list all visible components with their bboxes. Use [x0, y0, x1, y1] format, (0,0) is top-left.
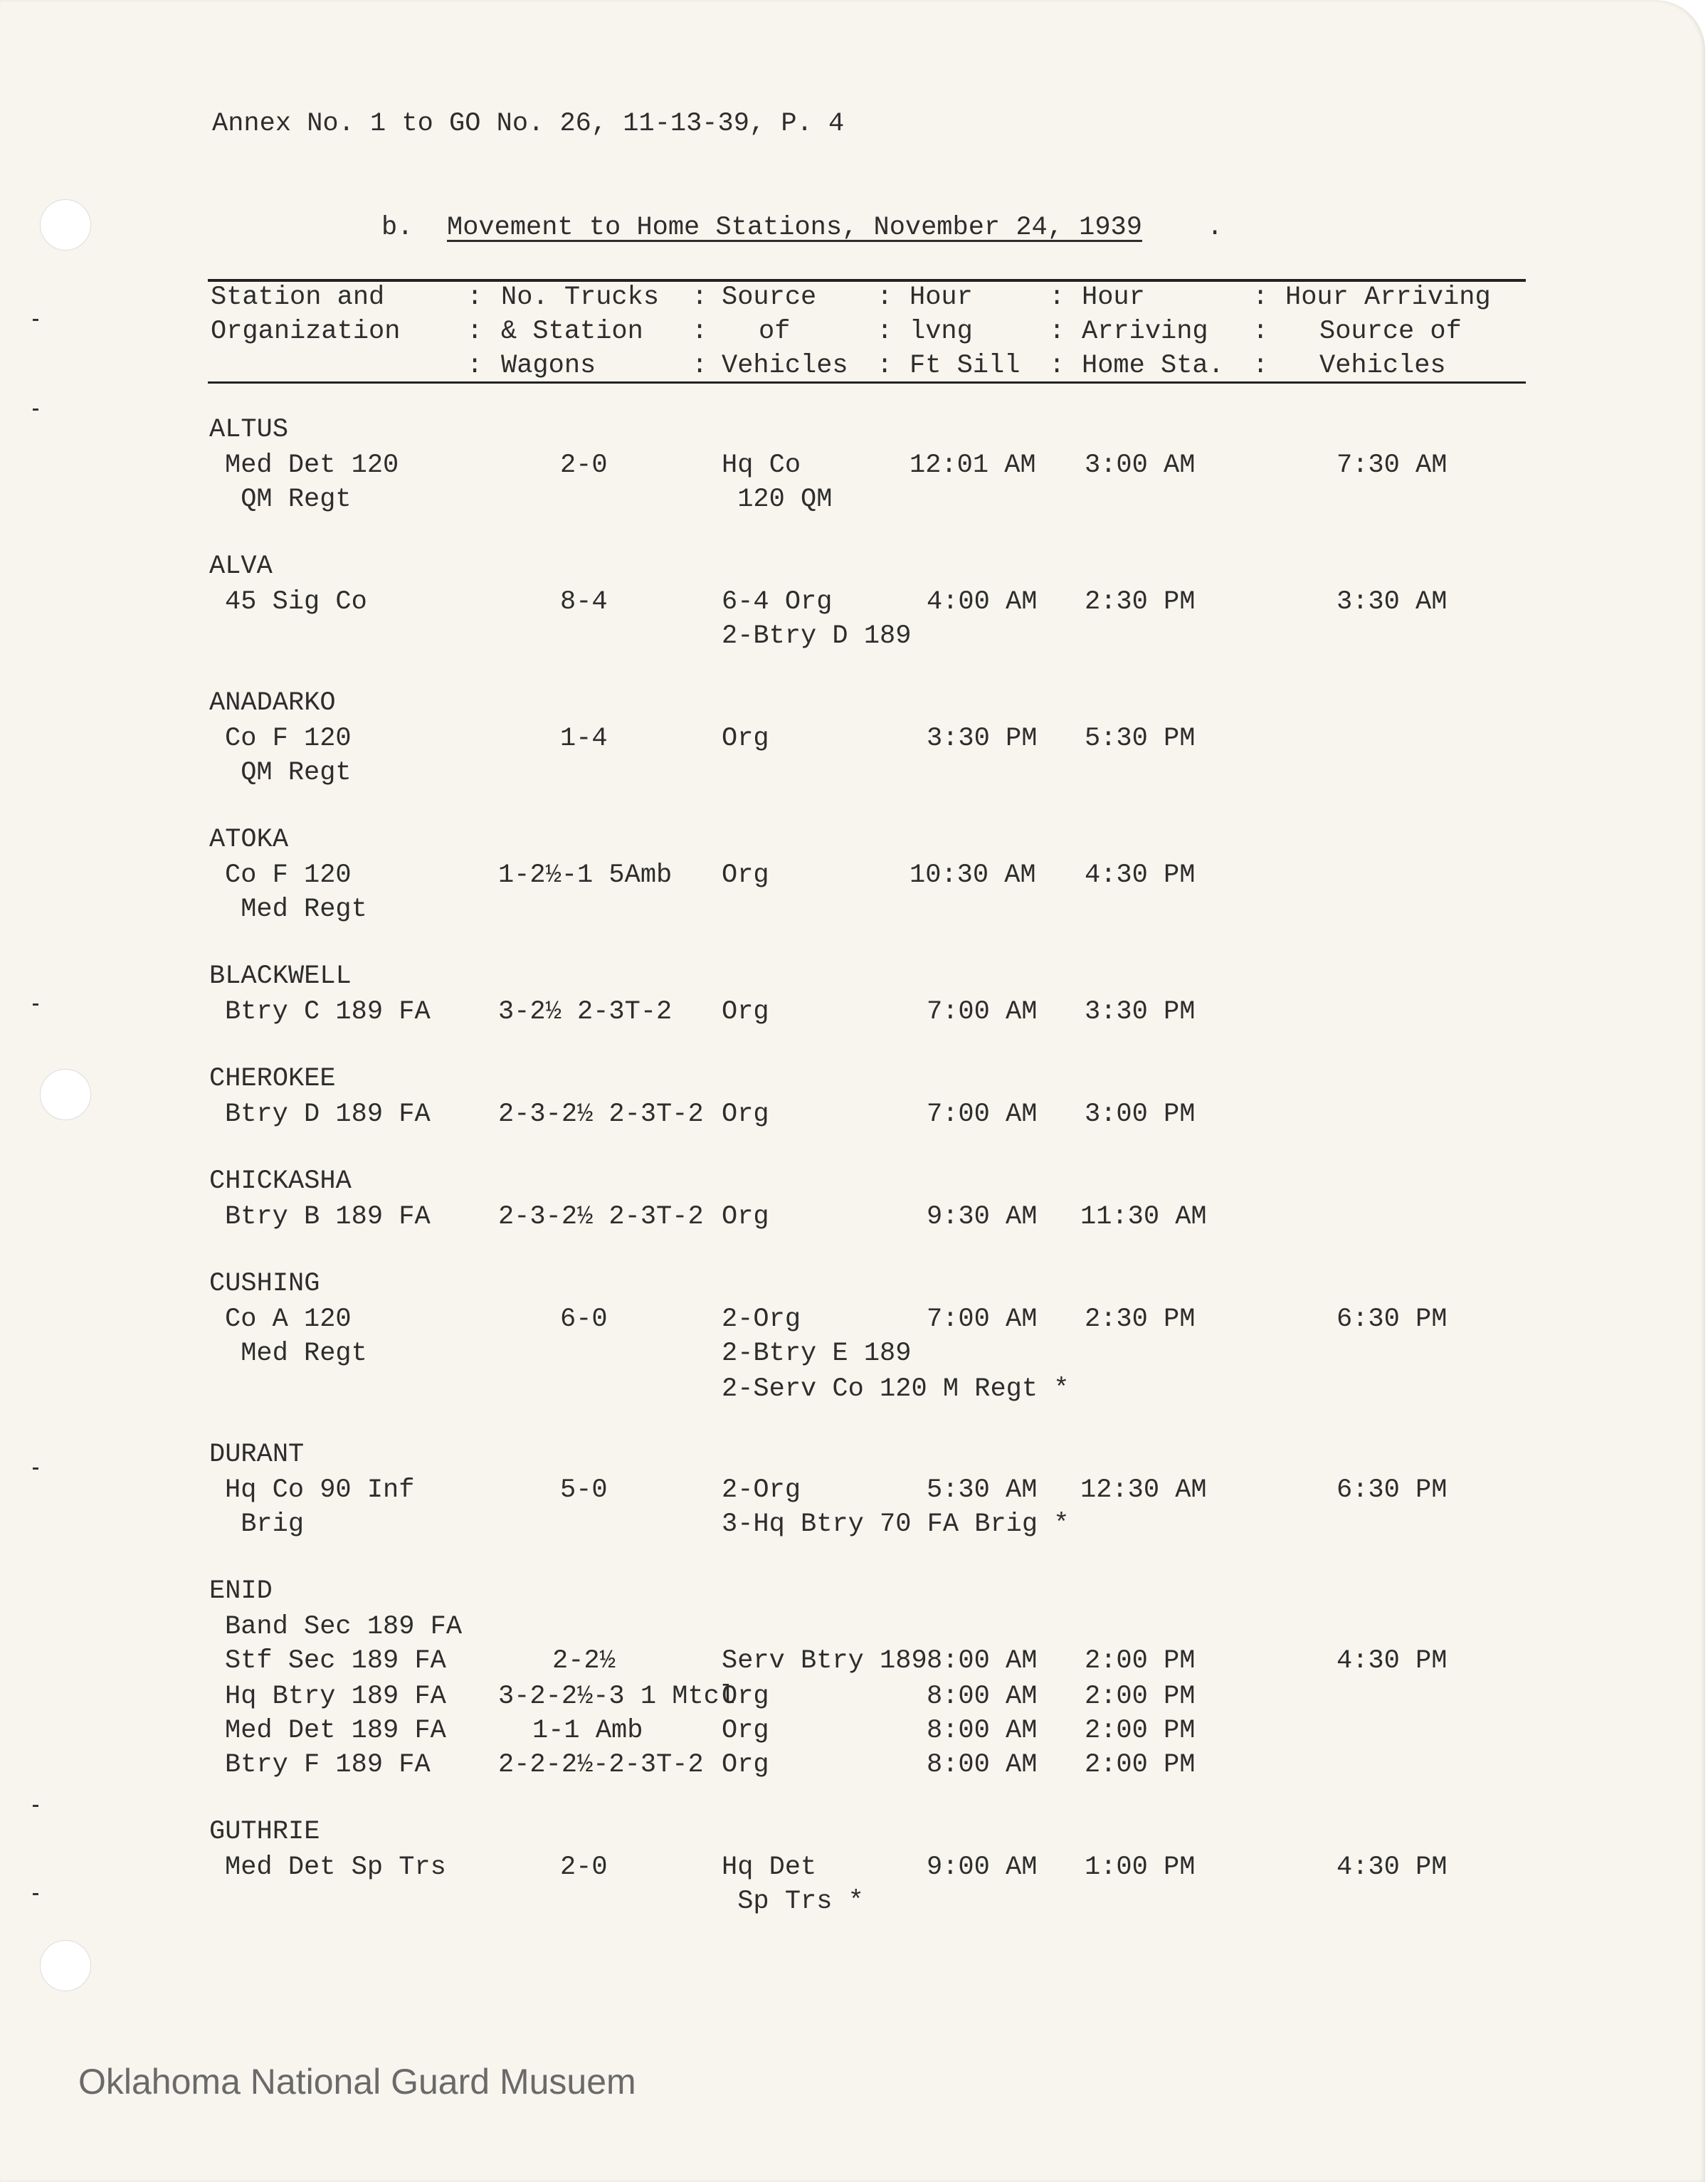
cell-source: Hq Co	[722, 450, 801, 480]
cell-src-arr: 4:30 PM	[1337, 1646, 1448, 1676]
cell-source: 2-Btry D 189	[722, 621, 912, 651]
station-name: CHEROKEE	[209, 1064, 336, 1094]
cell-org: Co F 120	[225, 860, 352, 890]
cell-arr: 2:00 PM	[1085, 1716, 1196, 1746]
col-header-trucks-1: No. Trucks	[501, 283, 660, 312]
watermark: Oklahoma National Guard Musuem	[78, 2062, 636, 2102]
cell-src-arr: 4:30 PM	[1337, 1852, 1448, 1882]
cell-lvng: 12:01 AM	[910, 450, 1036, 480]
cell-trucks: 2-0	[560, 450, 608, 480]
cell-lvng: 7:00 AM	[927, 1305, 1038, 1334]
col-header-arr-2: Arriving	[1082, 317, 1208, 347]
cell-org: Med Det Sp Trs	[225, 1852, 446, 1882]
station-name: CHICKASHA	[209, 1166, 352, 1196]
cell-source: Org	[722, 1750, 769, 1780]
col-separator: : : :	[877, 283, 893, 381]
station-name: ANADARKO	[209, 688, 336, 718]
cell-org: Stf Sec 189 FA	[225, 1646, 446, 1676]
cell-lvng: 8:00 AM	[927, 1716, 1038, 1746]
col-header-station-1: Station and	[211, 283, 385, 312]
col-separator: : : :	[692, 283, 708, 381]
cell-source: 2-Btry E 189	[722, 1339, 912, 1369]
cell-org: Hq Co 90 Inf	[225, 1475, 415, 1505]
cell-org: Med Det 189 FA	[225, 1716, 446, 1746]
cell-source: Org	[722, 724, 769, 754]
punch-hole	[40, 1940, 91, 1991]
cell-org: Btry D 189 FA	[225, 1100, 431, 1129]
col-header-lvng-3: Ft Sill	[910, 351, 1021, 381]
punch-hole	[40, 199, 91, 251]
cell-lvng: 10:30 AM	[910, 860, 1036, 890]
cell-source: Org	[722, 1682, 769, 1712]
cell-org: 45 Sig Co	[225, 587, 367, 617]
cell-trucks: 2-3-2½ 2-3T-2	[498, 1100, 704, 1129]
cell-trucks: 2-2½	[552, 1646, 616, 1676]
cell-org: Med Regt	[225, 1339, 367, 1369]
cell-source: Org	[722, 1202, 769, 1232]
station-name: CUSHING	[209, 1269, 320, 1299]
cell-trucks: 2-2-2½-2-3T-2	[498, 1750, 704, 1780]
col-header-arr-3: Home Sta.	[1082, 351, 1224, 381]
cell-org: Btry B 189 FA	[225, 1202, 431, 1232]
cell-trucks: 2-3-2½ 2-3T-2	[498, 1202, 704, 1232]
station-name: ALVA	[209, 552, 273, 581]
cell-source: Org	[722, 1100, 769, 1129]
cell-arr: 4:30 PM	[1085, 860, 1196, 890]
col-header-trucks-3: Wagons	[501, 351, 596, 381]
cell-lvng: 8:00 AM	[927, 1646, 1038, 1676]
station-name: ENID	[209, 1576, 273, 1606]
cell-source: Org	[722, 1716, 769, 1746]
section-title-period: .	[1207, 213, 1223, 243]
header-bottom-rule	[208, 381, 1526, 384]
cell-trucks: 2-0	[560, 1852, 608, 1882]
cell-trucks: 1-2½-1 5Amb	[498, 860, 673, 890]
col-header-lvng-2: lvng	[910, 317, 973, 347]
cell-arr: 2:30 PM	[1085, 1305, 1196, 1334]
cell-arr: 2:00 PM	[1085, 1750, 1196, 1780]
cell-source: Hq Det	[722, 1852, 817, 1882]
col-header-station-2: Organization	[211, 317, 401, 347]
col-header-source-3: Vehicles	[722, 351, 848, 381]
cell-org: Band Sec 189 FA	[225, 1612, 463, 1642]
cell-arr: 12:30 AM	[1080, 1475, 1207, 1505]
cell-lvng: 7:00 AM	[927, 997, 1038, 1027]
cell-org: QM Regt	[225, 758, 352, 788]
cell-trucks: 6-0	[560, 1305, 608, 1334]
col-separator: : : :	[467, 283, 483, 381]
cell-lvng: 5:30 AM	[927, 1475, 1038, 1505]
cell-org: Co A 120	[225, 1305, 352, 1334]
station-name: ALTUS	[209, 415, 289, 445]
cell-arr: 3:30 PM	[1085, 997, 1196, 1027]
cell-source: 120 QM	[722, 485, 833, 515]
col-header-srcarr-3: Vehicles	[1319, 351, 1446, 381]
cell-trucks: 5-0	[560, 1475, 608, 1505]
cell-trucks: 3-2-2½-3 1 Mtcl	[498, 1682, 736, 1712]
cell-trucks: 8-4	[560, 587, 608, 617]
cell-source: Org	[722, 997, 769, 1027]
cell-arr: 1:00 PM	[1085, 1852, 1196, 1882]
cell-arr: 2:30 PM	[1085, 587, 1196, 617]
station-name: BLACKWELL	[209, 961, 352, 991]
station-name: GUTHRIE	[209, 1817, 320, 1847]
col-separator: : : :	[1049, 283, 1065, 381]
col-header-source-2: of	[759, 317, 791, 347]
cell-lvng: 9:30 AM	[927, 1202, 1038, 1232]
station-name: DURANT	[209, 1440, 305, 1470]
cell-org: QM Regt	[225, 485, 352, 515]
annex-reference: Annex No. 1 to GO No. 26, 11-13-39, P. 4	[212, 109, 845, 139]
cell-arr: 11:30 AM	[1080, 1202, 1207, 1232]
col-header-arr-1: Hour	[1082, 283, 1145, 312]
cell-arr: 3:00 AM	[1085, 450, 1196, 480]
cell-org: Co F 120	[225, 724, 352, 754]
cell-source: 2-Org	[722, 1475, 801, 1505]
cell-org: Btry F 189 FA	[225, 1750, 431, 1780]
cell-org: Hq Btry 189 FA	[225, 1682, 446, 1712]
cell-lvng: 8:00 AM	[927, 1750, 1038, 1780]
col-header-lvng-1: Hour	[910, 283, 973, 312]
col-header-source-1: Source	[722, 283, 817, 312]
cell-src-arr: 3:30 AM	[1337, 587, 1448, 617]
cell-lvng: 3:30 PM	[927, 724, 1038, 754]
section-title: Movement to Home Stations, November 24, 1939	[447, 213, 1142, 243]
cell-src-arr: 6:30 PM	[1337, 1305, 1448, 1334]
cell-lvng: 7:00 AM	[927, 1100, 1038, 1129]
cell-trucks: 1-1 Amb	[532, 1716, 643, 1746]
cell-source: Serv Btry 189	[722, 1646, 927, 1676]
cell-arr: 2:00 PM	[1085, 1682, 1196, 1712]
cell-arr: 2:00 PM	[1085, 1646, 1196, 1676]
station-name: ATOKA	[209, 825, 289, 855]
cell-arr: 3:00 PM	[1085, 1100, 1196, 1129]
cell-lvng: 4:00 AM	[927, 587, 1038, 617]
col-header-srcarr-1: Hour Arriving	[1285, 283, 1491, 312]
cell-lvng: 9:00 AM	[927, 1852, 1038, 1882]
cell-src-arr: 6:30 PM	[1337, 1475, 1448, 1505]
punch-hole	[40, 1069, 91, 1120]
cell-source: Sp Trs *	[722, 1887, 864, 1917]
cell-source: 2-Serv Co 120 M Regt *	[722, 1374, 1070, 1404]
cell-lvng: 8:00 AM	[927, 1682, 1038, 1712]
col-header-srcarr-2: Source of	[1319, 317, 1462, 347]
cell-arr: 5:30 PM	[1085, 724, 1196, 754]
cell-trucks: 1-4	[560, 724, 608, 754]
cell-org: Btry C 189 FA	[225, 997, 431, 1027]
cell-source: 2-Org	[722, 1305, 801, 1334]
section-letter: b.	[381, 213, 413, 243]
cell-src-arr: 7:30 AM	[1337, 450, 1448, 480]
cell-trucks: 3-2½ 2-3T-2	[498, 997, 673, 1027]
col-separator: : : :	[1253, 283, 1269, 381]
cell-org: Med Regt	[225, 895, 367, 924]
cell-org: Brig	[225, 1509, 305, 1539]
col-header-trucks-2: & Station	[501, 317, 643, 347]
cell-org: Med Det 120	[225, 450, 399, 480]
cell-source: 6-4 Org	[722, 587, 833, 617]
cell-source: Org	[722, 860, 769, 890]
cell-source: 3-Hq Btry 70 FA Brig *	[722, 1509, 1070, 1539]
